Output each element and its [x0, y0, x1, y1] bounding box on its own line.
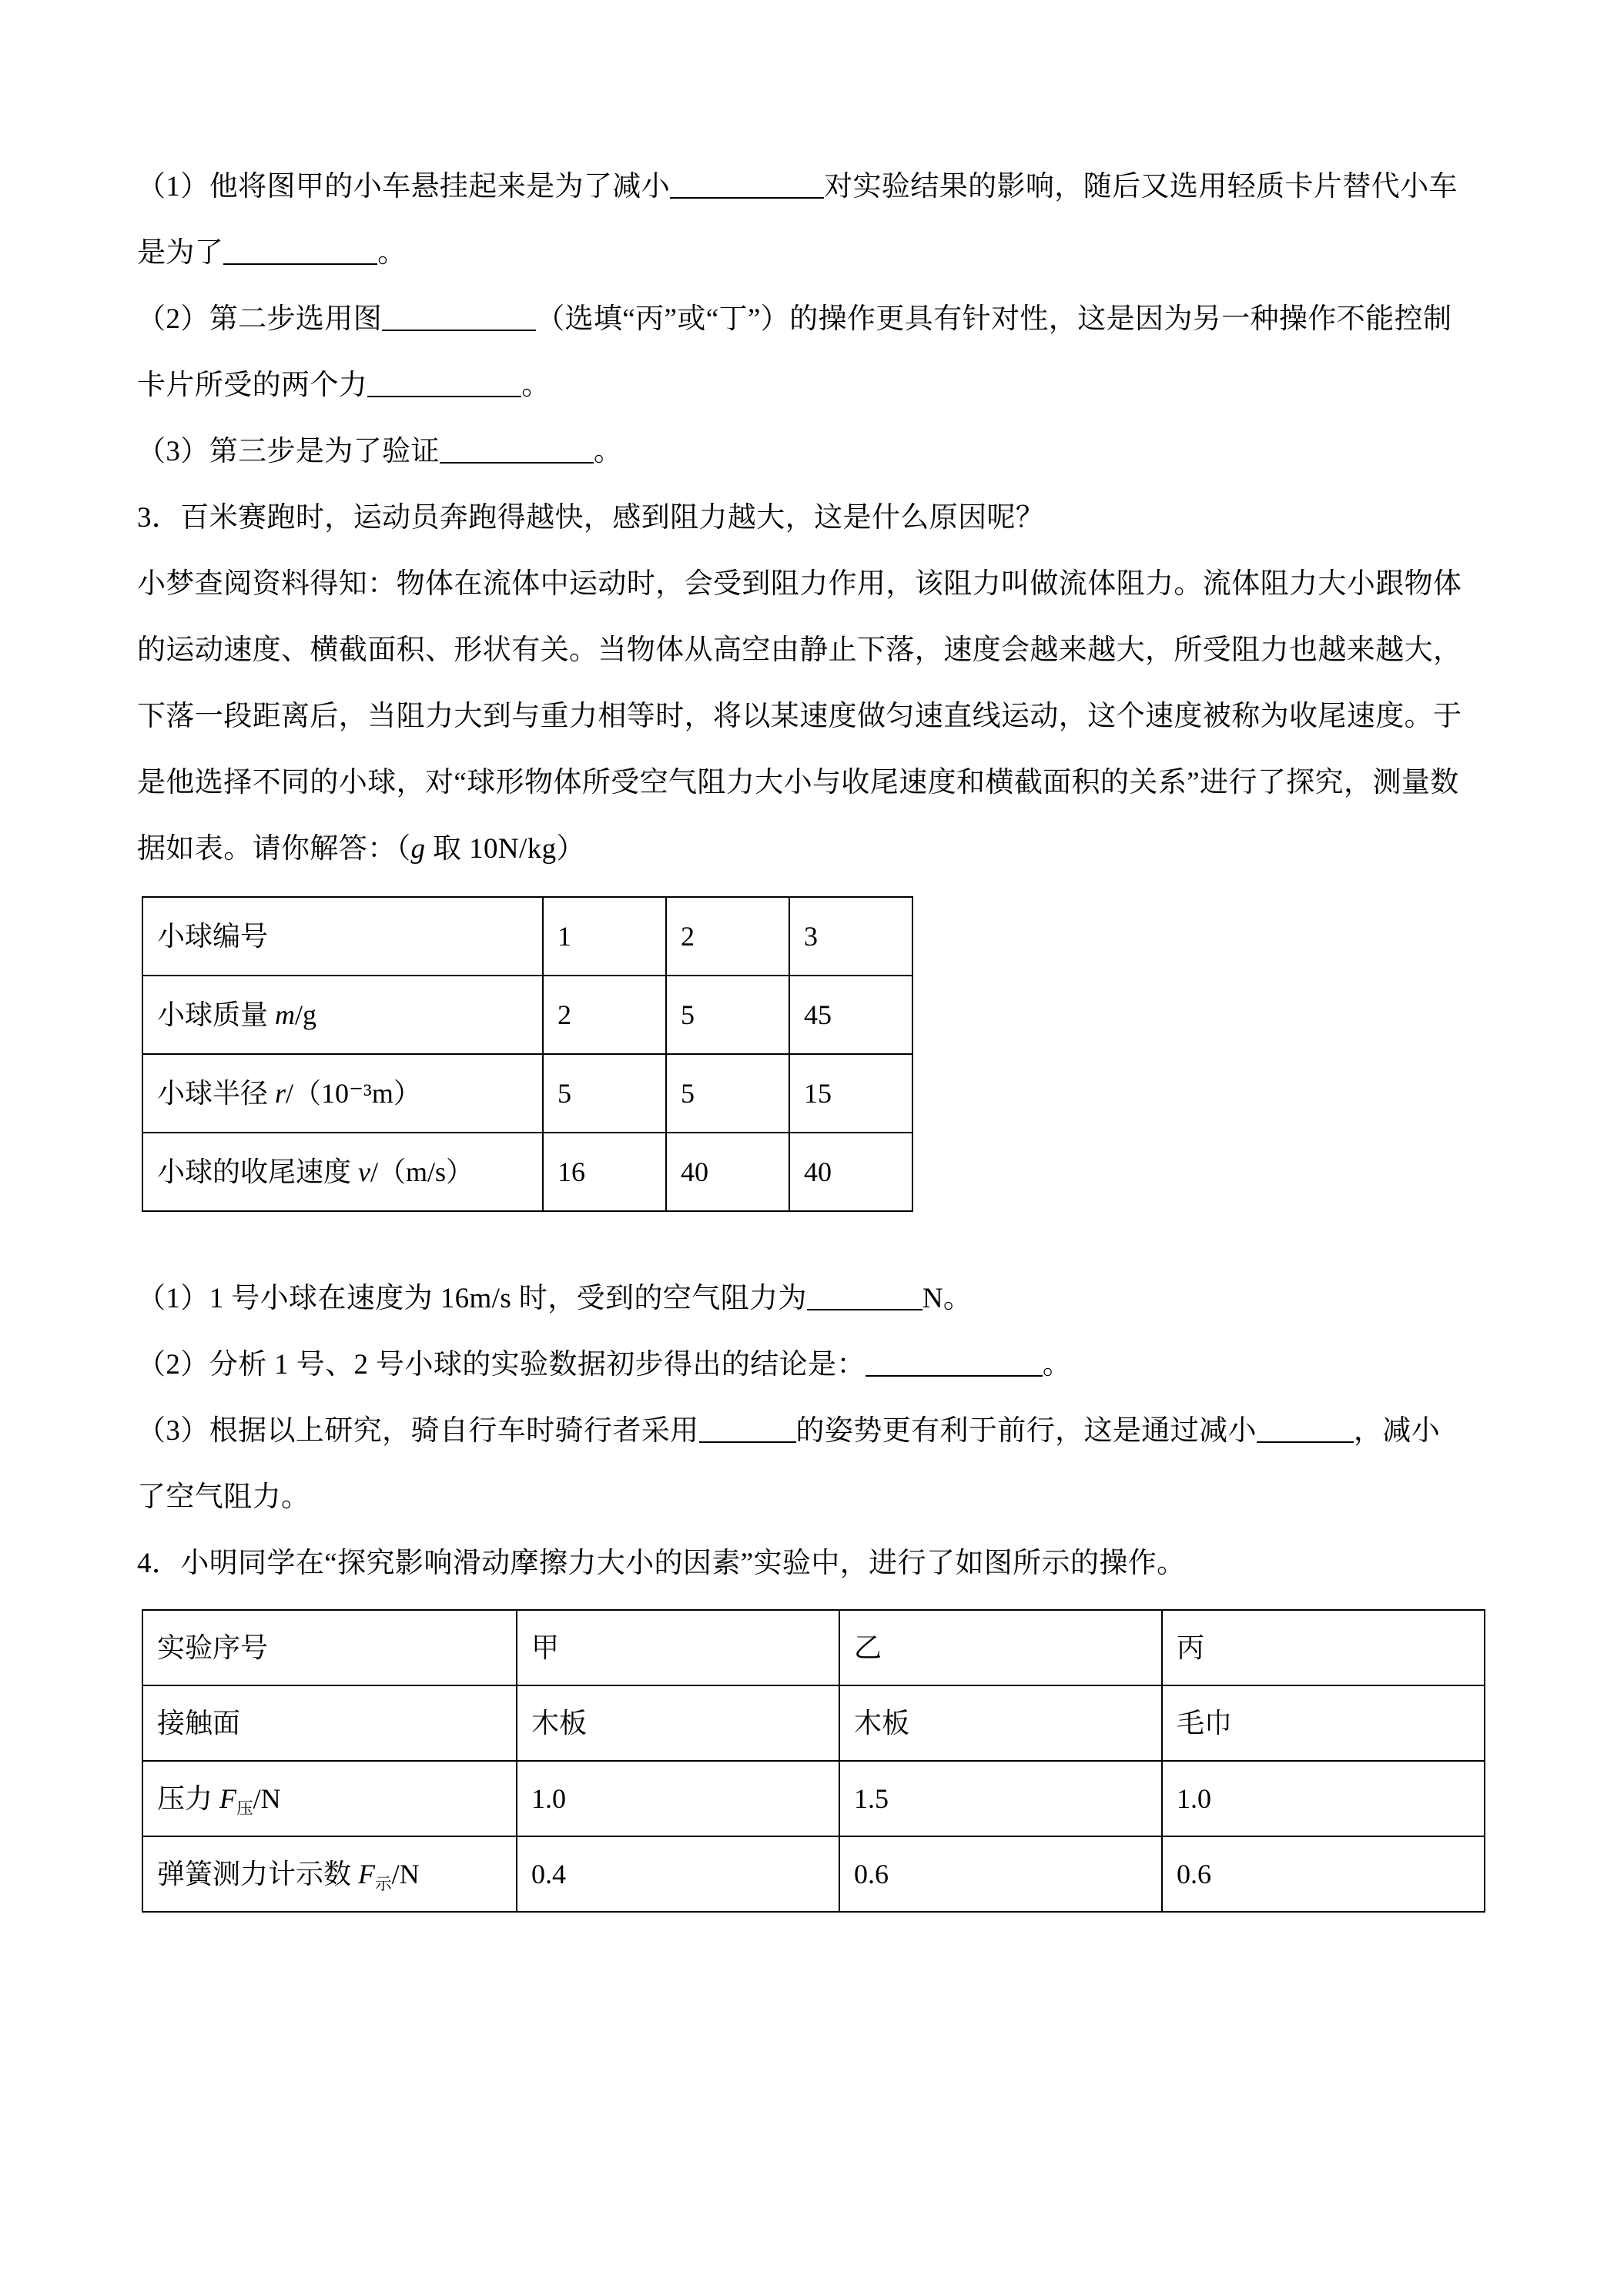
cell-velocity-2: 40	[666, 1133, 789, 1211]
q3-line5-b: 取 10N/kg）	[425, 833, 585, 865]
cell-ball-3: 3	[789, 897, 912, 976]
symbol-F: F	[358, 1858, 376, 1889]
q2-p1-text-c: 是为了	[137, 237, 224, 269]
cell-radius-1: 5	[543, 1054, 666, 1133]
row-label-spring-reading	[142, 1836, 517, 1912]
table-row	[142, 1054, 912, 1133]
question-3-body-line-3: 下落一段距离后，当阻力大到与重力相等时，将以某速度做匀速直线运动，这个速度被称为收尾速度。于	[137, 701, 1462, 732]
cell-force-bing: 1.0	[1162, 1761, 1485, 1836]
label-text: 小球编号	[157, 920, 269, 952]
cell-surface-yi: 木板	[839, 1685, 1162, 1761]
table-row	[142, 1761, 1485, 1836]
symbol-g: g	[410, 833, 426, 865]
label-text: 接触面	[157, 1707, 241, 1739]
question-3-body-line-1: 小梦查阅资料得知：物体在流体中运动时，会受到阻力作用，该阻力叫做流体阻力。流体阻力大小跟物体	[137, 568, 1462, 600]
label-unit: /（10⁻³m）	[286, 1077, 421, 1109]
q3-sub3-c: ，减小	[1353, 1415, 1441, 1447]
symbol-r: r	[275, 1077, 286, 1109]
blank-q3-3a[interactable]	[699, 1418, 796, 1443]
blank-q3-3b[interactable]	[1257, 1418, 1354, 1443]
question-3-sub-2	[137, 1332, 1487, 1398]
q3-sub3-a: （3）根据以上研究，骑自行车时骑行者采用	[137, 1415, 699, 1447]
cell-reading-jia: 0.4	[517, 1836, 839, 1912]
q3-sub2-b: 。	[1042, 1349, 1072, 1381]
cell-ball-1: 1	[543, 897, 666, 976]
symbol-m: m	[275, 999, 296, 1030]
row-label-contact-surface	[142, 1685, 517, 1761]
cell-mass-2: 5	[666, 976, 789, 1054]
label-text: 压力	[157, 1782, 220, 1814]
question-3-body-line-4: 是他选择不同的小球，对“球形物体所受空气阻力大小与收尾速度和横截面积的关系”进行了探究，测量数	[137, 767, 1459, 798]
table-row	[142, 1836, 1485, 1912]
row-label-experiment-number	[142, 1610, 517, 1685]
question-3-body-line-5	[137, 816, 1487, 882]
subscript-shi: 示	[375, 1874, 392, 1893]
cell-exp-bing: 丙	[1162, 1610, 1485, 1685]
table-row	[142, 976, 912, 1054]
question-2-part-1	[137, 154, 1487, 220]
question-3-sub-3-cont: 了空气阻力。	[137, 1481, 310, 1513]
table-row	[142, 1610, 1485, 1685]
blank-q2-3a[interactable]	[440, 439, 594, 464]
blank-q2-2b[interactable]	[367, 373, 521, 397]
question-3-stem: 3．百米赛跑时，运动员奔跑得越快，感到阻力越大，这是什么原因呢？	[137, 502, 1045, 534]
blank-q3-1[interactable]	[807, 1286, 922, 1310]
q2-p3-text-a: （3）第三步是为了验证	[137, 436, 440, 467]
spacer	[137, 1212, 1487, 1266]
q3-sub1-b: N。	[922, 1283, 973, 1314]
question-3-body-line-2: 的运动速度、横截面积、形状有关。当物体从高空由静止下落，速度会越来越大，所受阻力也越来越大，	[137, 634, 1462, 666]
cell-mass-1: 2	[543, 976, 666, 1054]
cell-velocity-3: 40	[789, 1133, 912, 1211]
question-2-part-3	[137, 419, 1487, 485]
cell-exp-yi: 乙	[839, 1610, 1162, 1685]
table-row	[142, 1685, 1485, 1761]
question-2-part-1-cont	[137, 220, 1487, 286]
cell-radius-2: 5	[666, 1054, 789, 1133]
q3-sub3-b: 的姿势更有利于前行，这是通过减小	[795, 1415, 1257, 1447]
cell-radius-3: 15	[789, 1054, 912, 1133]
question-3-sub-3	[137, 1398, 1487, 1464]
q2-p2-text-a: （2）第二步选用图	[137, 303, 383, 335]
label-text: 小球半径	[157, 1077, 276, 1109]
q2-p1-text-b: 对实验结果的影响，随后又选用轻质卡片替代小车	[824, 171, 1458, 202]
label-unit: /g	[295, 999, 317, 1030]
row-label-normal-force	[142, 1761, 517, 1836]
cell-force-yi: 1.5	[839, 1761, 1162, 1836]
cell-surface-jia: 木板	[517, 1685, 839, 1761]
row-label-ball-number	[142, 897, 543, 976]
table-ball-data	[142, 896, 913, 1212]
cell-reading-bing: 0.6	[1162, 1836, 1485, 1912]
cell-exp-jia: 甲	[517, 1610, 839, 1685]
q2-p2-text-c: 卡片所受的两个力	[137, 370, 368, 401]
symbol-F: F	[219, 1782, 237, 1814]
table-row	[142, 1133, 912, 1211]
row-label-terminal-velocity	[142, 1133, 543, 1211]
q2-p2-text-b: （选填“丙”或“丁”）的操作更具有针对性，这是因为另一种操作不能控制	[536, 303, 1452, 335]
question-3-sub-1	[137, 1266, 1487, 1332]
label-unit: /N	[391, 1858, 420, 1889]
row-label-ball-mass	[142, 976, 543, 1054]
q2-p1-text-d: 。	[377, 237, 407, 269]
row-label-ball-radius	[142, 1054, 543, 1133]
blank-q2-1b[interactable]	[223, 240, 377, 265]
cell-mass-3: 45	[789, 976, 912, 1054]
q3-line5-a: 据如表。请你解答：（	[137, 833, 411, 865]
label-text: 小球质量	[157, 999, 276, 1030]
label-text: 实验序号	[157, 1632, 269, 1663]
question-2-part-2-cont	[137, 353, 1487, 419]
cell-surface-bing: 毛巾	[1162, 1685, 1485, 1761]
q3-sub1-a: （1）1 号小球在速度为 16m/s 时，受到的空气阻力为	[137, 1283, 807, 1314]
label-text: 小球的收尾速度	[157, 1156, 359, 1187]
q2-p3-text-b: 。	[593, 436, 623, 467]
cell-velocity-1: 16	[543, 1133, 666, 1211]
subscript-ya: 压	[236, 1799, 253, 1818]
cell-ball-2: 2	[666, 897, 789, 976]
blank-q3-2[interactable]	[866, 1352, 1043, 1377]
table-row	[142, 897, 912, 976]
question-2-part-2	[137, 286, 1487, 353]
table-friction-data	[142, 1609, 1485, 1913]
label-text: 弹簧测力计示数	[157, 1858, 359, 1889]
label-unit: /N	[253, 1782, 281, 1814]
q2-p2-text-d: 。	[521, 370, 551, 401]
blank-q2-2a[interactable]	[382, 306, 536, 331]
label-unit: /（m/s）	[370, 1156, 474, 1187]
blank-q2-1a[interactable]	[670, 174, 824, 199]
cell-reading-yi: 0.6	[839, 1836, 1162, 1912]
cell-force-jia: 1.0	[517, 1761, 839, 1836]
symbol-v: v	[358, 1156, 370, 1187]
question-4-stem: 4．小明同学在“探究影响滑动摩擦力大小的因素”实验中，进行了如图所示的操作。	[137, 1548, 1186, 1579]
q2-p1-text-a: （1）他将图甲的小车悬挂起来是为了减小	[137, 171, 671, 202]
q3-sub2-a: （2）分析 1 号、2 号小球的实验数据初步得出的结论是：	[137, 1349, 866, 1381]
